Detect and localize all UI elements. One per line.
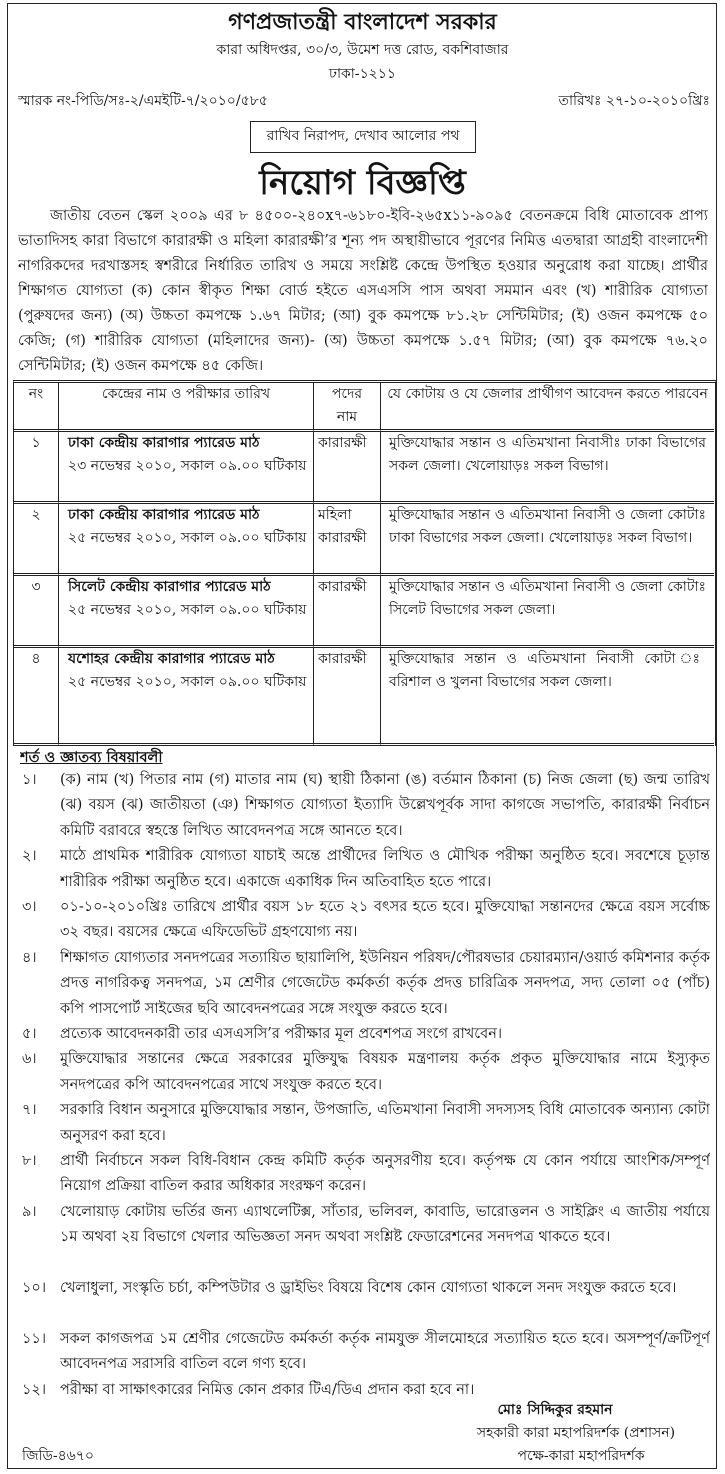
list-item-text: খেলোয়াড় কোটায় ভর্তির জন্য এ্যাথলেটিক্স, সাঁতার, ভলিবল, কাবাডি, ভারোত্তলন ও সাইক্লিং এ জাতীয় পর্যায়ে ১ম অথবা ২য় বিভাগে খেলার অভিজ্ঞতা সনদ অথবা সংশ্লিষ্ট ফেডারেশনের সনদপত্র থাকতে হবে। [60,1203,710,1246]
post-name: কারারক্ষী [314,576,381,648]
list-item-text: খেলাধুলা, সংস্কৃতি চর্চা, কম্পিউটার ও ড্রাইভিং বিষয়ে বিশেষ কোন যোগ্যতা থাকলে সনদ সংযুক্ত করতে হবে। [60,1279,677,1296]
exam-center-cell [59,648,314,746]
list-item-number: ১১। [22,1330,47,1347]
row-serial: ৩ [14,576,59,648]
post-name: কারারক্ষী [314,432,381,504]
motto-box: রাখিব নিরাপদ, দেখাব আলোর পথ [250,121,476,153]
list-item [18,946,710,1022]
list-item-text: শিক্ষাগত যোগ্যতার সনদপত্রের সত্যায়িত ছায়ালিপি, ইউনিয়ন পরিষদ/পৌরষভার চেয়ারম্যান/ওয়ার্ড কমিশনার কর্তৃক প্রদত্ত নাগরিকত্ব সনদপত্র, ১ম শ্রেণীর গেজেটেড কর্মকর্তা কর্তৃক প্রদত্ত চারিত্রিক সনদপত্র, সদ্য তোলা ০৫ (পাঁচ) কপি পাসপোর্ট সাইজের ছবি আবেদনপত্রের সঙ্গে সংযুক্ত করতে হবে। [60,949,710,1017]
column-header-serial: নং [14,383,59,432]
list-item-number: ৭। [22,1102,37,1119]
column-header-post: পদের নাম [314,383,381,432]
eligible-quota: মুক্তিযোদ্ধার সন্তান ও এতিমখানা নিবাসী কোটা ঃ বরিশাল ও খুলনা বিভাগের সকল জেলা। [381,648,714,746]
signatory-on-behalf: পক্ষে-কারা মহাপরিদর্শক [517,1448,645,1464]
exam-center-cell [59,504,314,576]
list-item-number: ৯। [22,1203,37,1220]
list-item [18,768,710,844]
conditions-list [18,768,710,1404]
signatory-name: মোঃ সিদ্দিকুর রহমান [497,1402,613,1418]
intro-paragraph: জাতীয় বেতন স্কেল ২০০৯ এর ৮ ৪৫০০-২৪০x৭-৬১৮০-ইবি-২৬৫x১১-৯০৯৫ বেতনক্রমে বিধি মোতাবেক প্রাপ্য ভাতাদিসহ কারা বিভাগে কারারক্ষী ও মহিলা কারারক্ষী’র শূন্য পদ অস্থায়ীভাবে পূরণের নিমিত্ত এতদ্বারা আগ্রহী বাংলাদেশী নাগরিকদের দরখাস্তসহ স্বশরীরে নির্ধারিত তারিখ ও সময়ে সংশ্লিষ্ট কেন্দ্রে উপস্থিত হওয়ার অনুরোধ করা যাচ্ছে। প্রার্থীর শিক্ষাগত যোগ্যতা (ক) কোন স্বীকৃত শিক্ষা বোর্ড হইতে এসএসসি পাস অথবা সমমান এবং (খ) শারীরিক যোগ্যতা (পুরুষদের জন্য) (অ) উচ্চতা কমপক্ষে ১.৬৭ মিটার; (আ) বুক কমপক্ষে ৮১.২৮ সেন্টিমিটার; (ই) ওজন কমপক্ষে ৫০ কেজি; (গ) শারীরিক যোগ্যতা (মহিলাদের জন্য)- (অ) উচ্চতা কমপক্ষে ১.৫৭ মিটার; (আ) বুক কমপক্ষে ৭৬.২০ সেন্টিমিটার; (ই) ওজন কমপক্ষে ৪৫ কেজি। [18,208,708,374]
list-item-text: (ক) নাম (খ) পিতার নাম (গ) মাতার নাম (ঘ) স্থায়ী ঠিকানা (ঙ) বর্তমান ঠিকানা (চ) নিজ জেলা (ছ) জন্ম তারিখ (ঝ) বয়স (ঝ) জাতীয়তা (ঞ) শিক্ষাগত যোগ্যতা ইত্যাদি উল্লেখপূর্বক সাদা কাগজে সভাপতি, কারারক্ষী নির্বাচন কমিটি বরাবরে স্বহস্তে লিখিত আবেদনপত্র সঙ্গে আনতে হবে। [60,772,710,839]
signatory-designation: সহকারী কারা মহাপরিদর্শক (প্রশাসন) [476,1425,676,1441]
list-item [18,895,710,946]
exam-centers-table [13,380,716,746]
list-item-number: ১২। [22,1381,47,1398]
exam-date-time: ২৫ নভেম্বর ২০১০, সকাল ০৯.০০ ঘটিকায় [68,530,307,546]
city-postcode: ঢাকা-১২১১ [329,66,396,82]
exam-date-time: ২৩ নভেম্বর ২০১০, সকাল ০৯.০০ ঘটিকায় [68,458,307,474]
list-item-number: ১০। [22,1279,47,1296]
exam-center-name: ঢাকা কেন্দ্রীয় কারাগার প্যারেড মাঠ [68,435,260,451]
list-item-text: পরীক্ষা বা সাক্ষাৎকারের নিমিত্ত কোন প্রকার টিএ/ডিএ প্রদান করা হবে না। [60,1381,475,1398]
exam-center-cell [59,576,314,648]
list-item-number: ৩। [22,898,37,915]
notice-date: তারিখঃ ২৭-১০-২০১০খ্রিঃ [558,93,710,109]
exam-center-cell [59,432,314,504]
column-header-center: কেন্দ্রের নাম ও পরীক্ষার তারিখ [59,383,314,432]
eligible-quota: মুক্তিযোদ্ধার সন্তান ও এতিমখানা নিবাসীঃ ঢাকা বিভাগের সকল জেলা। খেলোয়াড়ঃ সকল বিভাগ। [381,432,714,504]
list-item-number: ৮। [22,1152,37,1169]
list-item [18,1047,710,1098]
list-item-text: মাঠে প্রাথমিক শারীরিক যোগ্যতা যাচাই অন্তে প্রার্থীদের লিখিত ও মৌখিক পরীক্ষা অনুষ্ঠিত হবে। সবশেষে চূড়ান্ত শারীরিক পরীক্ষা অনুষ্ঠিত হবে। একাজে একাধিক দিন অতিবাহিত হতে পারে। [60,848,710,890]
list-item [18,1276,710,1327]
memo-number: স্মারক নং-পিডি/সঃ-২/এমইটি-৭/২০১০/৫৮৫ [18,93,268,109]
list-item-text: প্রত্যেক আবেদনকারী তার এসএসসি’র পরীক্ষার মূল প্রবেশপত্র সংগে রাখবেন। [60,1025,503,1042]
list-item [18,1327,710,1378]
column-header-quota: যে কোটায় ও যে জেলার প্রার্থীগণ আবেদন করতে পারবেন [381,383,714,432]
list-item [18,1200,710,1276]
list-item [18,844,710,895]
row-serial: ৪ [14,648,59,746]
list-item-text: সকল কাগজপত্র ১ম শ্রেণীর গেজেটেড কর্মকর্তা কর্তৃক নামযুক্ত সীলমোহরে সত্যায়িত হতে হবে। অসম্পূর্ণ/ক্রটিপূর্ণ আবেদনপত্র সরাসরি বাতিল বলে গণ্য হবে। [60,1330,710,1373]
list-item [18,1149,710,1200]
eligible-quota: মুক্তিযোদ্ধার সন্তান ও এতিমখানা নিবাসী ও জেলা কোটাঃ ঢাকা বিভাগের সকল জেলা। খেলোয়াড়ঃ সকল বিভাগ। [381,504,714,576]
list-item [18,1098,710,1149]
list-item-number: ৫। [22,1025,37,1042]
eligible-quota: মুক্তিযোদ্ধার সন্তান ও এতিমখানা নিবাসী ও জেলা কোটাঃ সিলেট বিভাগের সকল জেলা। [381,576,714,648]
list-item-text: মুক্তিযোদ্ধার সন্তানের ক্ষেত্রে সরকারের মুক্তিযুদ্ধ বিষয়ক মন্ত্রণালয় কর্তৃক প্রকৃত মুক্তিযোদ্ধার নামে ইস্যুকৃত সনদপত্রের কপি আবেদনপত্রের সাথে সংযুক্ত করতে হবে। [60,1051,710,1093]
list-item-number: ১। [22,772,37,788]
department-address: কারা অধিদপ্তর, ৩০/৩, উমেশ দত্ত রোড, বকশিবাজার [216,42,509,58]
list-item-text: ০১-১০-২০১০খ্রিঃ তারিখে প্রার্থীর বয়স ১৮ হতে ২১ বৎসর হতে হবে। মুক্তিযোদ্ধা সন্তানদের ক্ষেত্রে বয়স সর্বোচ্চ ৩২ বছর। বয়সের ক্ষেত্রে এফিডেভিট গ্রহণযোগ্য নয়। [60,898,710,941]
list-item-number: ৪। [22,949,37,966]
post-name: মহিলা কারারক্ষী [314,504,381,576]
list-item-text: সরকারি বিধান অনুসারে মুক্তিযোদ্ধার সন্তান, উপজাতি, এতিমখানা নিবাসী সদস্যসহ বিধি মোতাবেক অন্যান্য কোটা অনুসরণ করা হবে। [60,1102,710,1144]
list-item-number: ২। [22,848,37,865]
notice-title: নিয়োগ বিজ্ঞপ্তি [259,163,466,203]
government-title: গণপ্রজাতন্ত্রী বাংলাদেশ সরকার [228,9,497,35]
conditions-heading: শর্ত ও জ্ঞাতব্য বিষয়াবলী [20,749,163,766]
row-serial: ২ [14,504,59,576]
list-item-number: ৬। [22,1051,37,1068]
list-item-text: প্রার্থী নির্বাচনে সকল বিধি-বিধান কেন্দ্র কমিটি কর্তৃক অনুসরণীয় হবে। কর্তৃপক্ষ যে কোন পর্যায়ে আংশিক/সম্পূর্ণ নিয়োগ প্রক্রিয়া বাতিল করার অধিকার সংরক্ষণ করেন। [60,1152,710,1195]
exam-date-time: ২৫ নভেম্বর ২০১০, সকাল ০৯.০০ ঘটিকায় [68,674,307,690]
exam-center-name: যশোহর কেন্দ্রীয় কারাগার প্যারেড মাঠ [68,651,275,667]
row-serial: ১ [14,432,59,504]
gd-number: জিডি-৪৬৭০ [22,1448,94,1464]
exam-date-time: ২৫ নভেম্বর ২০১০, সকাল ০৯.০০ ঘটিকায় [68,602,307,618]
exam-center-name: সিলেট কেন্দ্রীয় কারাগার প্যারেড মাঠ [68,579,271,595]
list-item [18,1022,710,1047]
post-name: কারারক্ষী [314,648,381,746]
exam-center-name: ঢাকা কেন্দ্রীয় কারাগার প্যারেড মাঠ [68,507,260,523]
